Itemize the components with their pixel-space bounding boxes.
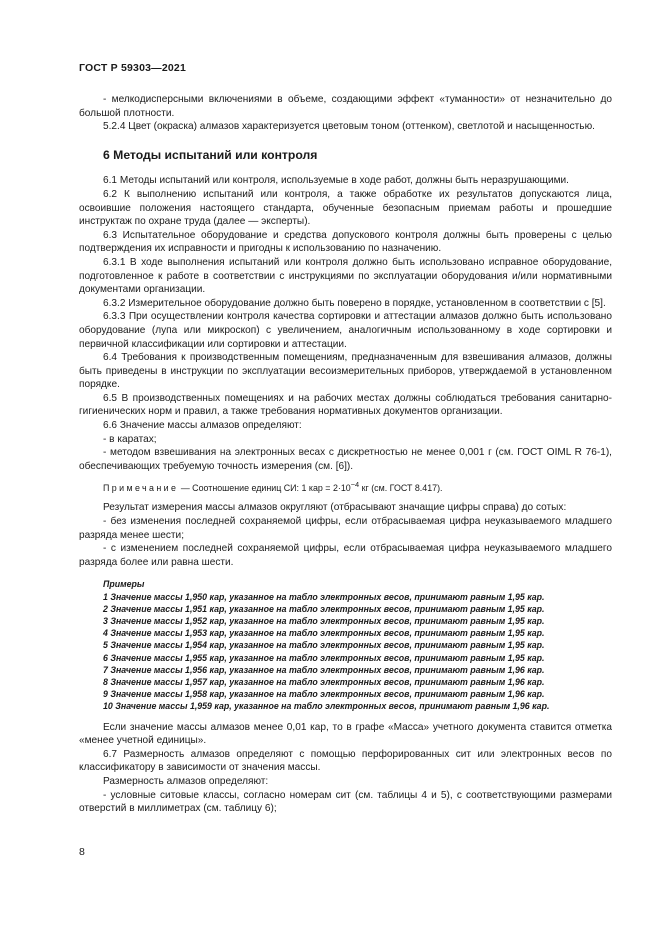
example-item: 1 Значение массы 1,950 кар, указанное на табло электронных весов, принимают равным 1,95 кар. bbox=[103, 591, 545, 602]
list-item: - с изменением последней сохраняемой цифры, если отбрасываемая цифра неуказываемого младшего разряда более или равна шести. bbox=[79, 543, 612, 568]
paragraph: 6.4 Требования к производственным помещениям, предназначенным для взвешивания алмазов, должны быть приведены в инструкции по эксплуатации весоизмерительных приборов, утверждаемой в установленном порядке. bbox=[79, 352, 612, 391]
list-item: - методом взвешивания на электронных весах с дискретностью не менее 0,001 г (см. ГОСТ OIML R 76-1), обеспечивающих требуемую точность измерения (см. [6]). bbox=[79, 447, 612, 472]
paragraph: Размерность алмазов определяют: bbox=[103, 775, 269, 787]
paragraph: 6.3.1 В ходе выполнения испытаний или контроля должно быть использовано исправное оборудование, подготовленное к работе в соответствии с инструкциями по эксплуатации оборудования и/или нормативными документами организации. bbox=[79, 256, 612, 296]
document-header: ГОСТ Р 59303—2021 bbox=[79, 62, 187, 74]
example-item: 3 Значение массы 1,952 кар, указанное на табло электронных весов, принимают равным 1,95 кар. bbox=[103, 615, 545, 626]
example-item: 8 Значение массы 1,957 кар, указанное на табло электронных весов, принимают равным 1,96 кар. bbox=[103, 677, 545, 687]
examples-title: Примеры bbox=[103, 579, 145, 590]
list-item: - без изменения последней сохраняемой цифры, если отбрасываемая цифра неуказываемого младшего разряда менее шести; bbox=[79, 516, 612, 541]
paragraph: 6.2 К выполнению испытаний или контроля, а также обработке их результатов допускаются лица, освоившие положения настоящего стандарта, обученные безопасным приемам работы и прошедшие инструктаж по охране труда (далее — эксперты). bbox=[79, 188, 612, 228]
example-item: 5 Значение массы 1,954 кар, указанное на табло электронных весов, принимают равным 1,95 кар. bbox=[103, 640, 545, 651]
paragraph: 6.6 Значение массы алмазов определяют: bbox=[103, 420, 302, 432]
paragraph: - мелкодисперсными включениями в объеме, создающими эффект «туманности» от незначительно до большой плотности. bbox=[79, 94, 612, 119]
note-text: — Соотношение единиц СИ: 1 кар = 2·10 bbox=[178, 483, 351, 494]
paragraph: 6.5 В производственных помещениях и на рабочих местах должны соблюдаться требования санитарно-гигиенических норм и правил, а также требования нормативных документов организации. bbox=[79, 392, 612, 418]
section-title: 6 Методы испытаний или контроля bbox=[103, 147, 318, 162]
note-text-after: кг (см. ГОСТ 8.417). bbox=[359, 483, 443, 494]
paragraph: Результат измерения массы алмазов округляют (отбрасывают значащие цифры справа) до сотых: bbox=[103, 502, 567, 514]
example-item: 2 Значение массы 1,951 кар, указанное на табло электронных весов, принимают равным 1,95 кар. bbox=[103, 603, 545, 614]
paragraph: 5.2.4 Цвет (окраска) алмазов характеризуется цветовым тоном (оттенком), светлотой и насыщенностью. bbox=[103, 121, 595, 133]
example-item: 9 Значение массы 1,958 кар, указанное на табло электронных весов, принимают равным 1,96 кар. bbox=[103, 689, 545, 700]
paragraph: 6.3.2 Измерительное оборудование должно быть поверено в порядке, установленном в соответствии с [5]. bbox=[103, 297, 606, 309]
paragraph: 6.7 Размерность алмазов определяют с помощью перфорированных сит или электронных весов по классификатору в зависимости от значения массы. bbox=[79, 748, 612, 774]
examples-block bbox=[79, 578, 612, 712]
example-item: 4 Значение массы 1,953 кар, указанное на табло электронных весов, принимают равным 1,95 кар. bbox=[103, 628, 545, 639]
list-item: - в каратах; bbox=[103, 433, 157, 445]
note-label: Примечание bbox=[103, 483, 179, 494]
example-item: 10 Значение массы 1,959 кар, указанное на табло электронных весов, принимают равным 1,96 кар. bbox=[103, 701, 550, 712]
paragraph: 6.3.3 При осуществлении контроля качества сортировки и аттестации алмазов должно быть использовано оборудование (лупа или микроскоп) с увеличением, аналогичным использованному в ходе сортировки и первичной классификации или сортировки и аттестации. bbox=[79, 311, 612, 350]
list-item: - условные ситовые классы, согласно номерам сит (см. таблицы 4 и 5), с соответствующими размерами отверстий в миллиметрах (см. таблицу 6); bbox=[79, 789, 612, 815]
note-exponent: −4 bbox=[350, 480, 360, 490]
paragraph: Если значение массы алмазов менее 0,01 кар, то в графе «Масса» учетного документа ставится отметка «менее учетной единицы». bbox=[79, 721, 612, 747]
paragraph: 6.3 Испытательное оборудование и средства допускового контроля должны быть проверены с целью подтверждения их исправности и пригодны к использованию по назначению. bbox=[79, 229, 612, 255]
page-number: 8 bbox=[79, 846, 85, 858]
example-item: 7 Значение массы 1,956 кар, указанное на табло электронных весов, принимают равным 1,96 кар. bbox=[103, 664, 545, 675]
paragraph: 6.1 Методы испытаний или контроля, используемые в ходе работ, должны быть неразрушающими. bbox=[103, 175, 569, 187]
example-item: 6 Значение массы 1,955 кар, указанное на табло электронных весов, принимают равным 1,95 кар. bbox=[103, 652, 545, 663]
page-content bbox=[79, 93, 612, 816]
note bbox=[79, 479, 612, 494]
